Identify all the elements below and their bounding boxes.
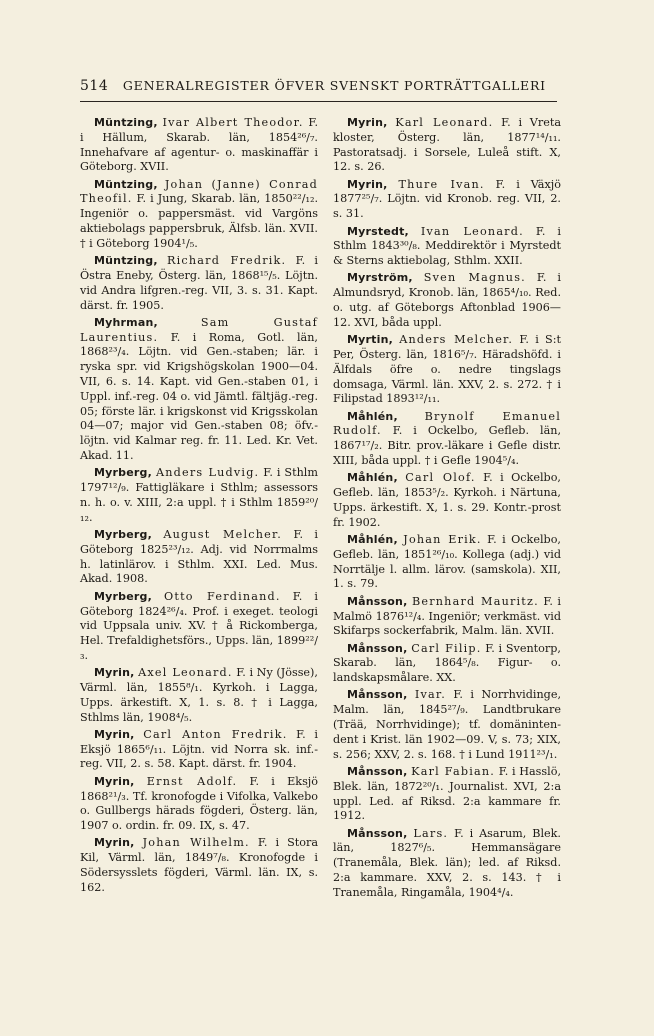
entry-given-names: Brynolf Emanuel Rudolf.: [333, 409, 561, 438]
entry-given-names: Sam Gustaf Laurentius.: [80, 315, 318, 344]
header-rule: [80, 101, 557, 102]
register-entry: [80, 728, 318, 772]
register-entry: [333, 333, 561, 407]
entry-given-names: Otto Ferdinand.: [164, 589, 281, 603]
entry-surname: Måhlén,: [347, 533, 398, 547]
entry-text: F. i Eksjö 1868²¹/₃. Tf. kronofogde i Vifolka, Valkebo o. Gullbergs härads fögderi, Österg. län, 1907 o. ordin. fr. 09. IX, s. 47.: [80, 774, 319, 833]
register-entry: [80, 316, 318, 464]
register-entry: [333, 471, 561, 530]
register-entry: [333, 595, 561, 639]
entry-given-names: Karl Leonard.: [395, 116, 494, 129]
entry-surname: Müntzing,: [94, 177, 158, 191]
entry-text: F. i Asarum, Blek. län, 1827⁶/₅. Hemmansägare (Tranemåla, Blek. län); led. af Riksd. 2:a kammare. XXV, 2. s. 143. † i Tranemåla, Ringamåla, 1904⁴/₄.: [333, 826, 561, 899]
register-entry: [333, 410, 561, 469]
register-entry: [80, 528, 318, 587]
entry-given-names: Johan Wilhelm.: [142, 836, 250, 850]
entry-given-names: Carl Filip.: [411, 641, 482, 655]
entry-surname: Müntzing,: [94, 116, 158, 129]
entry-surname: Myrberg,: [94, 466, 152, 480]
register-entry: [333, 765, 561, 824]
entry-given-names: Karl Fabian.: [411, 764, 496, 778]
register-entry: [80, 466, 318, 525]
entry-surname: Myrberg,: [94, 528, 152, 542]
entry-given-names: August Melcher.: [163, 528, 283, 542]
register-entry: [333, 642, 561, 686]
entry-given-names: Ivar.: [414, 688, 446, 702]
entry-text: F. i Sventorp, Skarab. län, 1864⁵/₈. Figur- o. landskapsmålare. XX.: [333, 641, 561, 685]
register-entry: [333, 533, 561, 592]
register-entry: [80, 254, 318, 313]
entry-given-names: Ivan Leonard.: [420, 224, 524, 238]
entry-given-names: Carl Anton Fredrik.: [143, 727, 288, 741]
entry-surname: Myhrman,: [94, 315, 158, 329]
entry-text: F. i Norrhvidinge, Malm. län, 1845²⁷/₉. Landtbrukare (Trää, Norrhvidinge); tf. domäninten-dent i Krist. län 1902—09. V, s. 73; XIX, s. 256; XXV, 2. s. 168. † i Lund 1911²³/₁.: [333, 688, 561, 761]
entry-text: F. i Östra Eneby, Österg. län, 1868¹⁵/₅. Löjtn. vid Andra lifgren.-reg. VII, 3. s. 31. Kapt. därst. fr. 1905.: [80, 254, 319, 312]
entry-surname: Myrberg,: [94, 589, 152, 603]
entry-given-names: Ernst Adolf.: [146, 774, 238, 788]
register-entry: [333, 178, 561, 222]
entry-surname: Måhlén,: [347, 471, 398, 485]
register-entry: [333, 827, 561, 901]
register-entry: [80, 775, 318, 834]
entry-text: F. i Stora Kil, Värml. län, 1849⁷/₈. Kronofogde i Södersysslets fögderi, Värml. län. IX, s. 162.: [80, 836, 319, 894]
page-header-title: GENERALREGISTER ÖFVER SVENSKT PORTRÄTTGALLERI: [122, 78, 546, 93]
right-column: [333, 116, 561, 903]
entry-surname: Månsson,: [347, 826, 408, 840]
entry-text: F. i Växjö 1877²⁵/₇. Löjtn. vid Kronob. reg. VII, 2. s. 31.: [333, 177, 561, 221]
entry-surname: Månsson,: [347, 764, 408, 778]
entry-given-names: Thure Ivan.: [398, 177, 485, 191]
entry-text: F. i S:t Per, Österg. län, 1816⁵/₇. Häradshöfd. i Älfdals öfre o. nedre tingslags domsaga, Värml. län. XXV, 2. s. 272. † i Filipstad 1893¹²/₁₁.: [333, 333, 561, 406]
entry-surname: Myrin,: [347, 116, 388, 129]
register-entry: [80, 590, 318, 664]
entry-given-names: Bernhard Mauritz.: [411, 594, 539, 608]
register-entry: [80, 666, 318, 725]
entry-surname: Müntzing,: [94, 254, 158, 268]
register-entry: [333, 116, 561, 175]
entry-surname: Månsson,: [347, 594, 408, 608]
entry-text: F. i Jung, Skarab. län, 1850²²/₁₂. Ingeniör o. pappersmäst. vid Vargöns aktiebolags pappersbruk, Älfsb. län. XVII. † i Göteborg 1904¹/₅.: [80, 192, 318, 250]
entry-text: F. i Göteborg 1824²⁶/₄. Prof. i exeget. teologi vid Uppsala univ. XV. † å Rickomberga, Hel. Trefaldighetsförs., Upps. län, 1899²²/₃.: [80, 589, 318, 662]
entry-given-names: Lars.: [413, 826, 449, 840]
page-number: 514: [80, 78, 109, 94]
register-entry: [80, 836, 318, 895]
entry-given-names: Sven Magnus.: [423, 271, 526, 285]
entry-surname: Myrtin,: [347, 333, 393, 347]
entry-surname: Månsson,: [347, 641, 408, 655]
register-entry: [80, 116, 318, 175]
entry-given-names: Johan Erik.: [403, 533, 482, 547]
entry-text: F. i Hällum, Skarab. län, 1854²⁶/₇. Innehafvare af agentur- o. maskinaffär i Göteborg. XVII.: [80, 116, 318, 174]
entry-text: F. i Sthlm 1843³⁰/₈. Meddirektör i Myrstedt & Sterns aktiebolag, Sthlm. XXII.: [333, 224, 562, 268]
entry-text: F. i Ockelbo, Gefleb. län, 1853⁵/₂. Kyrkoh. i Närtuna, Upps. ärkestift. X, 1. s. 29. Kontr.-prost fr. 1902.: [333, 471, 561, 529]
entry-text: F. i Eksjö 1865⁶/₁₁. Löjtn. vid Norra sk. inf.-reg. VII, 2. s. 58. Kapt. därst. fr. 1904.: [80, 727, 318, 771]
entry-surname: Myrstedt,: [347, 224, 409, 238]
entry-given-names: Richard Fredrik.: [167, 254, 287, 268]
register-entry: [80, 178, 318, 252]
entry-given-names: Anders Ludvig.: [155, 466, 260, 480]
register-entry: [333, 688, 561, 762]
entry-surname: Myrin,: [94, 836, 135, 850]
entry-surname: Myrström,: [347, 271, 413, 285]
entry-given-names: Anders Melcher.: [399, 333, 514, 347]
register-entry: [333, 225, 561, 269]
entry-text: F. i Almundsryd, Kronob. län, 1865⁴/₁₀. Red. o. utg. af Göteborgs Aftonblad 1906—12. XVI, båda uppl.: [333, 271, 562, 329]
register-entry: [333, 271, 561, 330]
entry-text: F. i Ockelbo, Gefleb. län, 1867¹⁷/₂. Bitr. prov.-läkare i Gefle distr. XIII, båda uppl. † i Gefle 1904⁵/₄.: [333, 424, 561, 468]
entry-given-names: Axel Leonard.: [138, 666, 233, 680]
entry-surname: Myrin,: [94, 666, 135, 680]
running-header: [80, 78, 560, 94]
entry-surname: Månsson,: [347, 688, 408, 702]
entry-text: F. i Sthlm 1797¹²/₉. Fattigläkare i Sthlm; assessors n. h. o. v. XIII, 2:a uppl. † i Sthlm 1859²⁰/₁₂.: [80, 466, 318, 524]
entry-text: F. i Göteborg 1825²³/₁₂. Adj. vid Norrmalms h. latinlärov. i Sthlm. XXI. Led. Mus. Akad. 1908.: [80, 528, 318, 586]
entry-surname: Myrin,: [347, 177, 388, 191]
left-column: [80, 116, 318, 898]
entry-text: F. i Vreta kloster, Österg. län, 1877¹⁴/₁₁. Pastoratsadj. i Sorsele, Luleå stift. X, 12. s. 26.: [333, 116, 561, 174]
entry-text: F. i Ny (Jösse), Värml. län, 1855⁸/₁. Kyrkoh. i Lagga, Upps. ärkestift. X, 1. s. 8. † i Lagga, Sthlms län, 1908⁴/₅.: [80, 666, 318, 724]
entry-given-names: Ivar Albert Theodor.: [162, 116, 304, 129]
entry-text: F. i Hasslö, Blek. län, 1872²⁰/₁. Journalist. XVI, 2:a uppl. Led. af Riksd. 2:a kammare fr. 1912.: [333, 764, 561, 823]
entry-text: F. i Malmö 1876¹²/₄. Ingeniör; verkmäst. vid Skifarps sockerfabrik, Malm. län. XVII.: [333, 594, 561, 638]
entry-text: F. i Ockelbo, Gefleb. län, 1851²⁶/₁₀. Kollega (adj.) vid Norrtälje l. allm. lärov. (samskola). XII, 1. s. 79.: [333, 533, 561, 591]
entry-surname: Myrin,: [94, 774, 135, 788]
entry-surname: Måhlén,: [347, 409, 398, 423]
entry-given-names: Johan (Janne) Conrad Theofil.: [80, 177, 318, 206]
entry-given-names: Carl Olof.: [405, 471, 476, 485]
entry-surname: Myrin,: [94, 727, 135, 741]
entry-text: F. i Roma, Gotl. län, 1868²³/₄. Löjtn. vid Gen.-staben; lär. i ryska spr. vid Krigshögskolan 1900—04. VII, 6. s. 14. Kapt. vid Gen.-staben 01, i Uppl. inf.-reg. 04 o. vid Jämtl. fältjäg.-reg. 05; förste lär. i krigskonst vid Krigsskolan 04—07; major vid Gen.-staben 08; öfv.-löjtn. vid Kalmar reg. fr. 11. Led. Kr. Vet. Akad. 11.: [80, 330, 318, 463]
